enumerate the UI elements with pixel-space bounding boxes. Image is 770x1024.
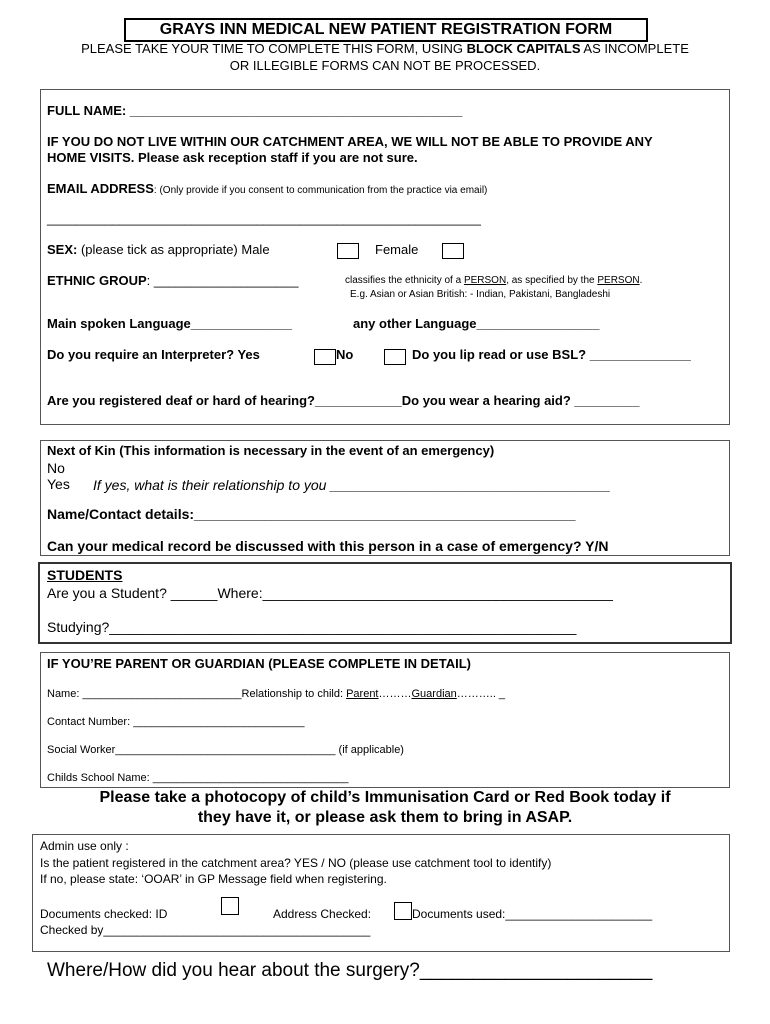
address-checked-label: Address Checked:: [273, 907, 372, 921]
documents-used-field[interactable]: Documents used:______________________: [412, 907, 653, 921]
interpreter-no-checkbox[interactable]: [384, 349, 406, 365]
interpreter-question: Do you require an Interpreter? Yes: [47, 347, 260, 362]
lip-read-field[interactable]: Do you lip read or use BSL? ______________: [412, 347, 691, 362]
hearing-field[interactable]: Are you registered deaf or hard of hearing?____________Do you wear a hearing aid? _________: [47, 393, 640, 408]
address-checked-checkbox[interactable]: [394, 902, 412, 920]
guardian-heading: IF YOU’RE PARENT OR GUARDIAN (PLEASE COMPLETE IN DETAIL): [47, 656, 471, 671]
intro-line-2: OR ILLEGIBLE FORMS CAN NOT BE PROCESSED.: [229, 58, 541, 73]
kin-contact-field[interactable]: Name/Contact details:_________________________________________________: [47, 506, 576, 522]
kin-relationship-field[interactable]: If yes, what is their relationship to you ____________________________________: [93, 477, 611, 493]
kin-yes-option[interactable]: Yes: [47, 476, 70, 492]
admin-heading: Admin use only :: [40, 839, 129, 853]
ethnic-note-line-2: E.g. Asian or Asian British: - Indian, Pakistani, Bangladeshi: [350, 289, 611, 300]
guardian-name-field[interactable]: Name: __________________________Relationship to child: Parent………Guardian……….. _: [47, 688, 506, 700]
interpreter-no-label: No: [336, 347, 354, 362]
catchment-warning-line-2: HOME VISITS. Please ask reception staff if you are not sure.: [47, 150, 418, 165]
female-checkbox[interactable]: [442, 243, 464, 259]
email-field[interactable]: ____________________________________________________________: [47, 211, 481, 226]
admin-ooar-note: If no, please state: ‘OOAR’ in GP Message field when registering.: [40, 872, 387, 886]
immunisation-notice-line-2: they have it, or please ask them to bring in ASAP.: [197, 809, 573, 826]
other-language-field[interactable]: any other Language_________________: [353, 316, 600, 331]
id-checkbox[interactable]: [221, 897, 239, 915]
school-name-field[interactable]: Childs School Name: ________________________________: [47, 772, 349, 784]
ethnic-group-field[interactable]: ETHNIC GROUP: ____________________: [47, 273, 299, 288]
main-language-field[interactable]: Main spoken Language______________: [47, 316, 292, 331]
intro-line-1: PLEASE TAKE YOUR TIME TO COMPLETE THIS FORM, USING BLOCK CAPITALS AS INCOMPLETE: [81, 41, 689, 56]
form-title: GRAYS INN MEDICAL NEW PATIENT REGISTRATION FORM: [124, 18, 648, 42]
hear-about-surgery-field[interactable]: Where/How did you hear about the surgery?______________________: [47, 960, 653, 981]
interpreter-yes-checkbox[interactable]: [314, 349, 336, 365]
checked-by-field[interactable]: Checked by________________________________________: [40, 923, 371, 937]
email-label: EMAIL ADDRESS: (Only provide if you consent to communication from the practice via email): [47, 181, 488, 196]
block-capitals-emphasis: BLOCK CAPITALS: [466, 41, 581, 56]
catchment-warning-line-1: IF YOU DO NOT LIVE WITHIN OUR CATCHMENT AREA, WE WILL NOT BE ABLE TO PROVIDE ANY: [47, 134, 653, 149]
students-heading: STUDENTS: [47, 567, 123, 583]
kin-discuss-question[interactable]: Can your medical record be discussed with this person in a case of emergency? Y/N: [47, 538, 609, 554]
social-worker-field[interactable]: Social Worker____________________________________ (if applicable): [47, 744, 404, 756]
student-where-field[interactable]: Are you a Student? ______Where:_____________________________________________: [47, 585, 613, 601]
next-of-kin-heading: Next of Kin (This information is necessary in the event of an emergency): [47, 443, 495, 458]
contact-number-field[interactable]: Contact Number: ____________________________: [47, 716, 305, 728]
female-label: Female: [375, 242, 419, 257]
studying-field[interactable]: Studying?____________________________________________________________: [47, 619, 577, 635]
kin-no-option[interactable]: No: [47, 460, 65, 476]
full-name-field[interactable]: FULL NAME: ______________________________________________: [47, 103, 463, 118]
male-checkbox[interactable]: [337, 243, 359, 259]
admin-catchment-question: Is the patient registered in the catchment area? YES / NO (please use catchment tool to identify): [40, 856, 552, 870]
documents-checked-label: Documents checked: ID: [40, 907, 168, 921]
ethnic-note-line-1: classifies the ethnicity of a PERSON, as specified by the PERSON.: [345, 275, 643, 286]
sex-label: SEX: (please tick as appropriate) Male: [47, 242, 270, 257]
immunisation-notice-line-1: Please take a photocopy of child’s Immunisation Card or Red Book today if: [99, 789, 671, 806]
